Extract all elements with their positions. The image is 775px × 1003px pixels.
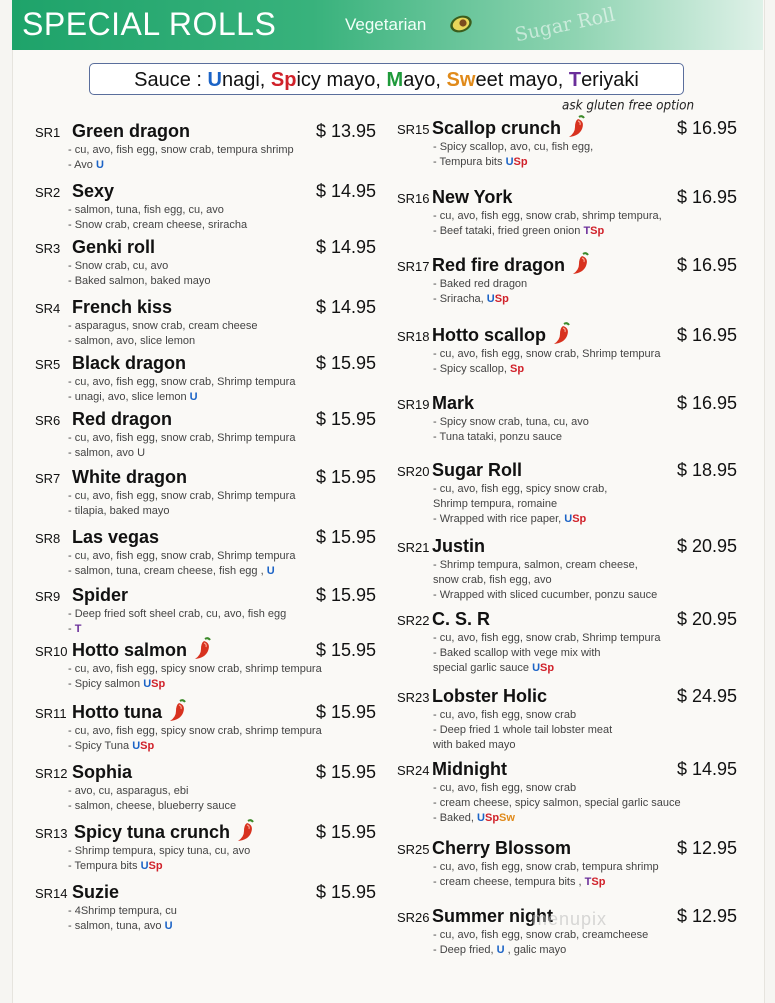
- item-description-line: - cu, avo, fish egg, snow crab, Shrimp tempura: [433, 632, 661, 644]
- item-description-line: - cu, avo, fish egg, snow crab, Shrimp tempura: [68, 490, 296, 502]
- item-price: $ 12.95: [677, 838, 738, 858]
- item-name: C. S. R: [432, 609, 491, 629]
- item-name: Red fire dragon: [432, 255, 566, 275]
- header-banner: [12, 0, 763, 50]
- sauce-code: U: [132, 740, 141, 752]
- sauce-code: U: [95, 159, 104, 171]
- item-description-line: - cu, avo, fish egg, spicy snow crab, shrimp tempura: [68, 725, 322, 737]
- item-code: SR16: [397, 191, 430, 206]
- item-name: Midnight: [432, 759, 507, 779]
- sauce-code: U: [505, 156, 514, 168]
- item-code: SR13: [35, 826, 68, 841]
- item-description-line: - Snow crab, cu, avo: [68, 260, 169, 272]
- item-description-line: - cu, avo, fish egg, snow crab, tempura shrimp: [433, 861, 659, 873]
- item-price: $ 15.95: [316, 527, 377, 547]
- item-code: SR15: [397, 122, 430, 137]
- item-code: SR3: [35, 241, 61, 256]
- item-name: Sugar Roll: [432, 460, 523, 480]
- item-description-line: - salmon, avo, slice lemon: [68, 335, 196, 347]
- item-description-line: - Spicy snow crab, tuna, cu, avo: [433, 416, 589, 428]
- item-description-line: - cu, avo, fish egg, spicy snow crab, shrimp tempura: [68, 663, 322, 675]
- item-price: $ 15.95: [316, 640, 377, 660]
- item-code: SR2: [35, 185, 61, 200]
- sauce-code: Sp: [140, 740, 155, 752]
- gluten-free-note: ask gluten free option: [562, 97, 695, 113]
- item-code: SR8: [35, 531, 61, 546]
- item-name: Spider: [72, 585, 129, 605]
- sauce-code: T: [584, 876, 592, 888]
- sauce-code: U: [143, 678, 152, 690]
- item-description-line: - cu, avo, fish egg, snow crab, tempura shrimp: [68, 144, 294, 156]
- item-description-line: - salmon, tuna, cream cheese, fish egg , U: [68, 565, 275, 577]
- item-description-line: - salmon, tuna, fish egg, cu, avo: [68, 204, 224, 216]
- item-code: SR5: [35, 357, 61, 372]
- chili-pepper-icon: [234, 818, 256, 842]
- item-price: $ 13.95: [316, 121, 377, 141]
- item-price: $ 14.95: [677, 759, 738, 779]
- item-name: Genki roll: [72, 237, 156, 257]
- item-name: Red dragon: [72, 409, 173, 429]
- item-description-line: - Wrapped with sliced cucumber, ponzu sauce: [433, 589, 658, 601]
- sauce-code: U: [164, 920, 173, 932]
- item-code: SR10: [35, 644, 68, 659]
- chili-pepper-icon: [191, 636, 213, 660]
- chili-pepper-icon: [569, 251, 591, 275]
- item-description-line: - cream cheese, tempura bits , TSp: [433, 876, 606, 888]
- item-price: $ 20.95: [677, 609, 738, 629]
- item-description-line: - Shrimp tempura, salmon, cream cheese,: [433, 559, 638, 571]
- sauce-code: Sp: [148, 860, 163, 872]
- sauce-sweet-letter: Sw: [446, 69, 476, 91]
- item-name: Cherry Blossom: [432, 838, 572, 858]
- item-description-line: - Spicy scallop, avo, cu, fish egg,: [433, 141, 594, 153]
- item-description-line: - cu, avo, fish egg, snow crab, Shrimp tempura: [68, 550, 296, 562]
- sauce-code: U: [140, 860, 149, 872]
- sauce-code: U: [532, 662, 541, 674]
- item-description-line: - Baked red dragon: [433, 278, 528, 290]
- item-code: SR22: [397, 613, 430, 628]
- sauce-code: Sp: [591, 876, 606, 888]
- sauce-code: Sp: [151, 678, 166, 690]
- item-code: SR25: [397, 842, 430, 857]
- sauce-unagi-letter: U: [207, 69, 222, 91]
- item-code: SR26: [397, 910, 430, 925]
- item-code: SR21: [397, 540, 430, 555]
- item-name: White dragon: [72, 467, 187, 487]
- item-price: $ 24.95: [677, 686, 738, 706]
- item-description-line: - salmon, tuna, avo U: [68, 920, 173, 932]
- sauce-code: Sp: [572, 513, 587, 525]
- item-description-line: - cu, avo, fish egg, snow crab, creamcheese: [433, 929, 649, 941]
- item-description-line: - cu, avo, fish egg, snow crab: [433, 782, 577, 794]
- sauce-teriyaki-letter: T: [568, 69, 582, 91]
- item-description-line: - Snow crab, cream cheese, sriracha: [68, 219, 248, 231]
- item-price: $ 18.95: [677, 460, 738, 480]
- item-description-line: - Deep fried 1 whole tail lobster meat: [433, 724, 613, 736]
- item-description-line: - cu, avo, fish egg, snow crab, Shrimp tempura: [68, 376, 296, 388]
- item-price: $ 15.95: [316, 762, 377, 782]
- chili-pepper-icon: [550, 321, 572, 345]
- item-name: New York: [432, 187, 513, 207]
- item-description-line: with baked mayo: [433, 739, 516, 751]
- sauce-legend: [89, 63, 684, 95]
- item-description-line: - cream cheese, spicy salmon, special garlic sauce: [433, 797, 681, 809]
- item-description-line: - Wrapped with rice paper, USp: [433, 513, 587, 525]
- sauce-code: U: [486, 293, 495, 305]
- item-name: Scallop crunch: [432, 118, 562, 138]
- item-description-line: - 4Shrimp tempura, cu: [68, 905, 177, 917]
- item-description-line: - Spicy scallop, Sp: [433, 363, 525, 375]
- item-description-line: - tilapia, baked mayo: [68, 505, 170, 517]
- item-price: $ 15.95: [316, 467, 377, 487]
- sauce-label: Sauce :: [134, 69, 208, 91]
- item-description-line: snow crab, fish egg, avo: [433, 574, 552, 586]
- sauce-code: Sp: [513, 156, 528, 168]
- item-price: $ 16.95: [677, 393, 738, 413]
- item-price: $ 16.95: [677, 255, 738, 275]
- item-name: Justin: [432, 536, 486, 556]
- item-price: $ 15.95: [316, 353, 377, 373]
- item-description-line: Shrimp tempura, romaine: [433, 498, 558, 510]
- item-price: $ 15.95: [316, 882, 377, 902]
- item-code: SR14: [35, 886, 68, 901]
- item-price: $ 16.95: [677, 118, 738, 138]
- sauce-code: U: [477, 812, 485, 824]
- item-description-line: - Baked salmon, baked mayo: [68, 275, 211, 287]
- item-code: SR7: [35, 471, 61, 486]
- item-description-line: - Baked scallop with vege mix with: [433, 647, 601, 659]
- item-code: SR6: [35, 413, 61, 428]
- item-description-line: - Spicy salmon USp: [68, 678, 166, 690]
- item-description-line: - Spicy Tuna USp: [68, 740, 155, 752]
- item-name: Hotto tuna: [72, 702, 162, 722]
- item-code: SR1: [35, 125, 61, 140]
- item-code: SR24: [397, 763, 430, 778]
- item-price: $ 16.95: [677, 325, 738, 345]
- sauce-code: Sp: [590, 225, 605, 237]
- item-price: $ 16.95: [677, 187, 738, 207]
- sauce-code: U: [496, 944, 505, 956]
- chili-pepper-icon: [565, 114, 587, 138]
- item-description-line: - cu, avo, fish egg, spicy snow crab,: [433, 483, 608, 495]
- item-price: $ 15.95: [316, 409, 377, 429]
- item-name: Green dragon: [72, 121, 191, 141]
- sauce-code: Sp: [494, 293, 509, 305]
- item-description-line: - Avo U: [68, 159, 104, 171]
- sauce-mayo-rest: ayo,: [403, 69, 447, 91]
- sauce-code: Sp: [484, 812, 500, 824]
- item-name: Sophia: [72, 762, 133, 782]
- item-code: SR4: [35, 301, 61, 316]
- avocado-icon: [449, 14, 473, 34]
- item-name: Hotto salmon: [72, 640, 187, 660]
- sauce-spicy-rest: icy mayo,: [296, 69, 387, 91]
- sauce-unagi-rest: nagi,: [221, 69, 271, 91]
- item-code: SR23: [397, 690, 430, 705]
- item-description-line: - unagi, avo, slice lemon U: [68, 391, 198, 403]
- item-description-line: - T: [68, 623, 82, 635]
- sauce-code: Sp: [510, 363, 525, 375]
- sauce-spicy-letter: Sp: [270, 69, 297, 91]
- item-code: SR19: [397, 397, 430, 412]
- item-name: Black dragon: [72, 353, 187, 373]
- item-price: $ 15.95: [316, 822, 377, 842]
- item-name: Suzie: [72, 882, 120, 902]
- item-description-line: - asparagus, snow crab, cream cheese: [68, 320, 258, 332]
- sauce-code: Sw: [499, 812, 515, 824]
- sauce-code: U: [564, 513, 573, 525]
- item-description-line: - Beef tataki, fried green onion TSp: [433, 225, 605, 237]
- item-description-line: - Tempura bits USp: [433, 156, 528, 168]
- item-description-line: - Deep fried soft sheel crab, cu, avo, fish egg: [68, 608, 287, 620]
- item-name: Sexy: [72, 181, 115, 201]
- item-description-line: - cu, avo, fish egg, snow crab: [433, 709, 577, 721]
- item-name: Hotto scallop: [432, 325, 547, 345]
- sauce-code: Sp: [540, 662, 555, 674]
- item-name: Mark: [432, 393, 475, 413]
- item-description-line: - cu, avo, fish egg, snow crab, Shrimp tempura: [433, 348, 661, 360]
- item-description-line: - Tuna tataki, ponzu sauce: [433, 431, 563, 443]
- sauce-code: U: [266, 565, 275, 577]
- item-price: $ 20.95: [677, 536, 738, 556]
- faded-banner-text: Sugar Roll: [512, 3, 617, 47]
- item-price: $ 15.95: [316, 702, 377, 722]
- item-description-line: - salmon, cheese, blueberry sauce: [68, 800, 237, 812]
- item-description-line: - salmon, avo U: [68, 447, 146, 459]
- item-name: Spicy tuna crunch: [74, 822, 231, 842]
- item-description-line: - Baked, USpSw: [433, 812, 515, 824]
- item-price: $ 15.95: [316, 585, 377, 605]
- watermark: menupix: [532, 909, 608, 929]
- sauce-teriyaki-rest: eriyaki: [581, 69, 639, 91]
- item-code: SR17: [397, 259, 430, 274]
- page-title: SPECIAL ROLLS: [22, 6, 277, 42]
- item-code: SR20: [397, 464, 430, 479]
- item-code: SR9: [35, 589, 61, 604]
- sauce-code: U: [189, 391, 198, 403]
- item-price: $ 14.95: [316, 181, 377, 201]
- item-description-line: - Sriracha, USp: [433, 293, 509, 305]
- item-description-line: - cu, avo, fish egg, snow crab, shrimp tempura,: [433, 210, 662, 222]
- item-name: Lobster Holic: [432, 686, 548, 706]
- vegetarian-label: Vegetarian: [345, 15, 427, 34]
- sauce-code: T: [583, 225, 591, 237]
- item-description-line: - avo, cu, asparagus, ebi: [68, 785, 189, 797]
- item-description-line: - Tempura bits USp: [68, 860, 163, 872]
- item-price: $ 12.95: [677, 906, 738, 926]
- item-name: French kiss: [72, 297, 173, 317]
- item-code: SR18: [397, 329, 430, 344]
- item-price: $ 14.95: [316, 297, 377, 317]
- sauce-code: T: [74, 623, 82, 635]
- sauce-mayo-letter: M: [386, 69, 404, 91]
- item-name: Summer night: [432, 906, 554, 926]
- item-price: $ 14.95: [316, 237, 377, 257]
- item-code: SR12: [35, 766, 68, 781]
- sauce-sweet-rest: eet mayo,: [475, 69, 569, 91]
- item-code: SR11: [35, 706, 67, 721]
- item-description-line: - cu, avo, fish egg, snow crab, Shrimp tempura: [68, 432, 296, 444]
- item-name: Las vegas: [72, 527, 160, 547]
- item-description-line: - Deep fried, U , galic mayo: [433, 944, 567, 956]
- item-description-line: special garlic sauce USp: [433, 662, 555, 674]
- item-description-line: - Shrimp tempura, spicy tuna, cu, avo: [68, 845, 251, 857]
- chili-pepper-icon: [166, 698, 188, 722]
